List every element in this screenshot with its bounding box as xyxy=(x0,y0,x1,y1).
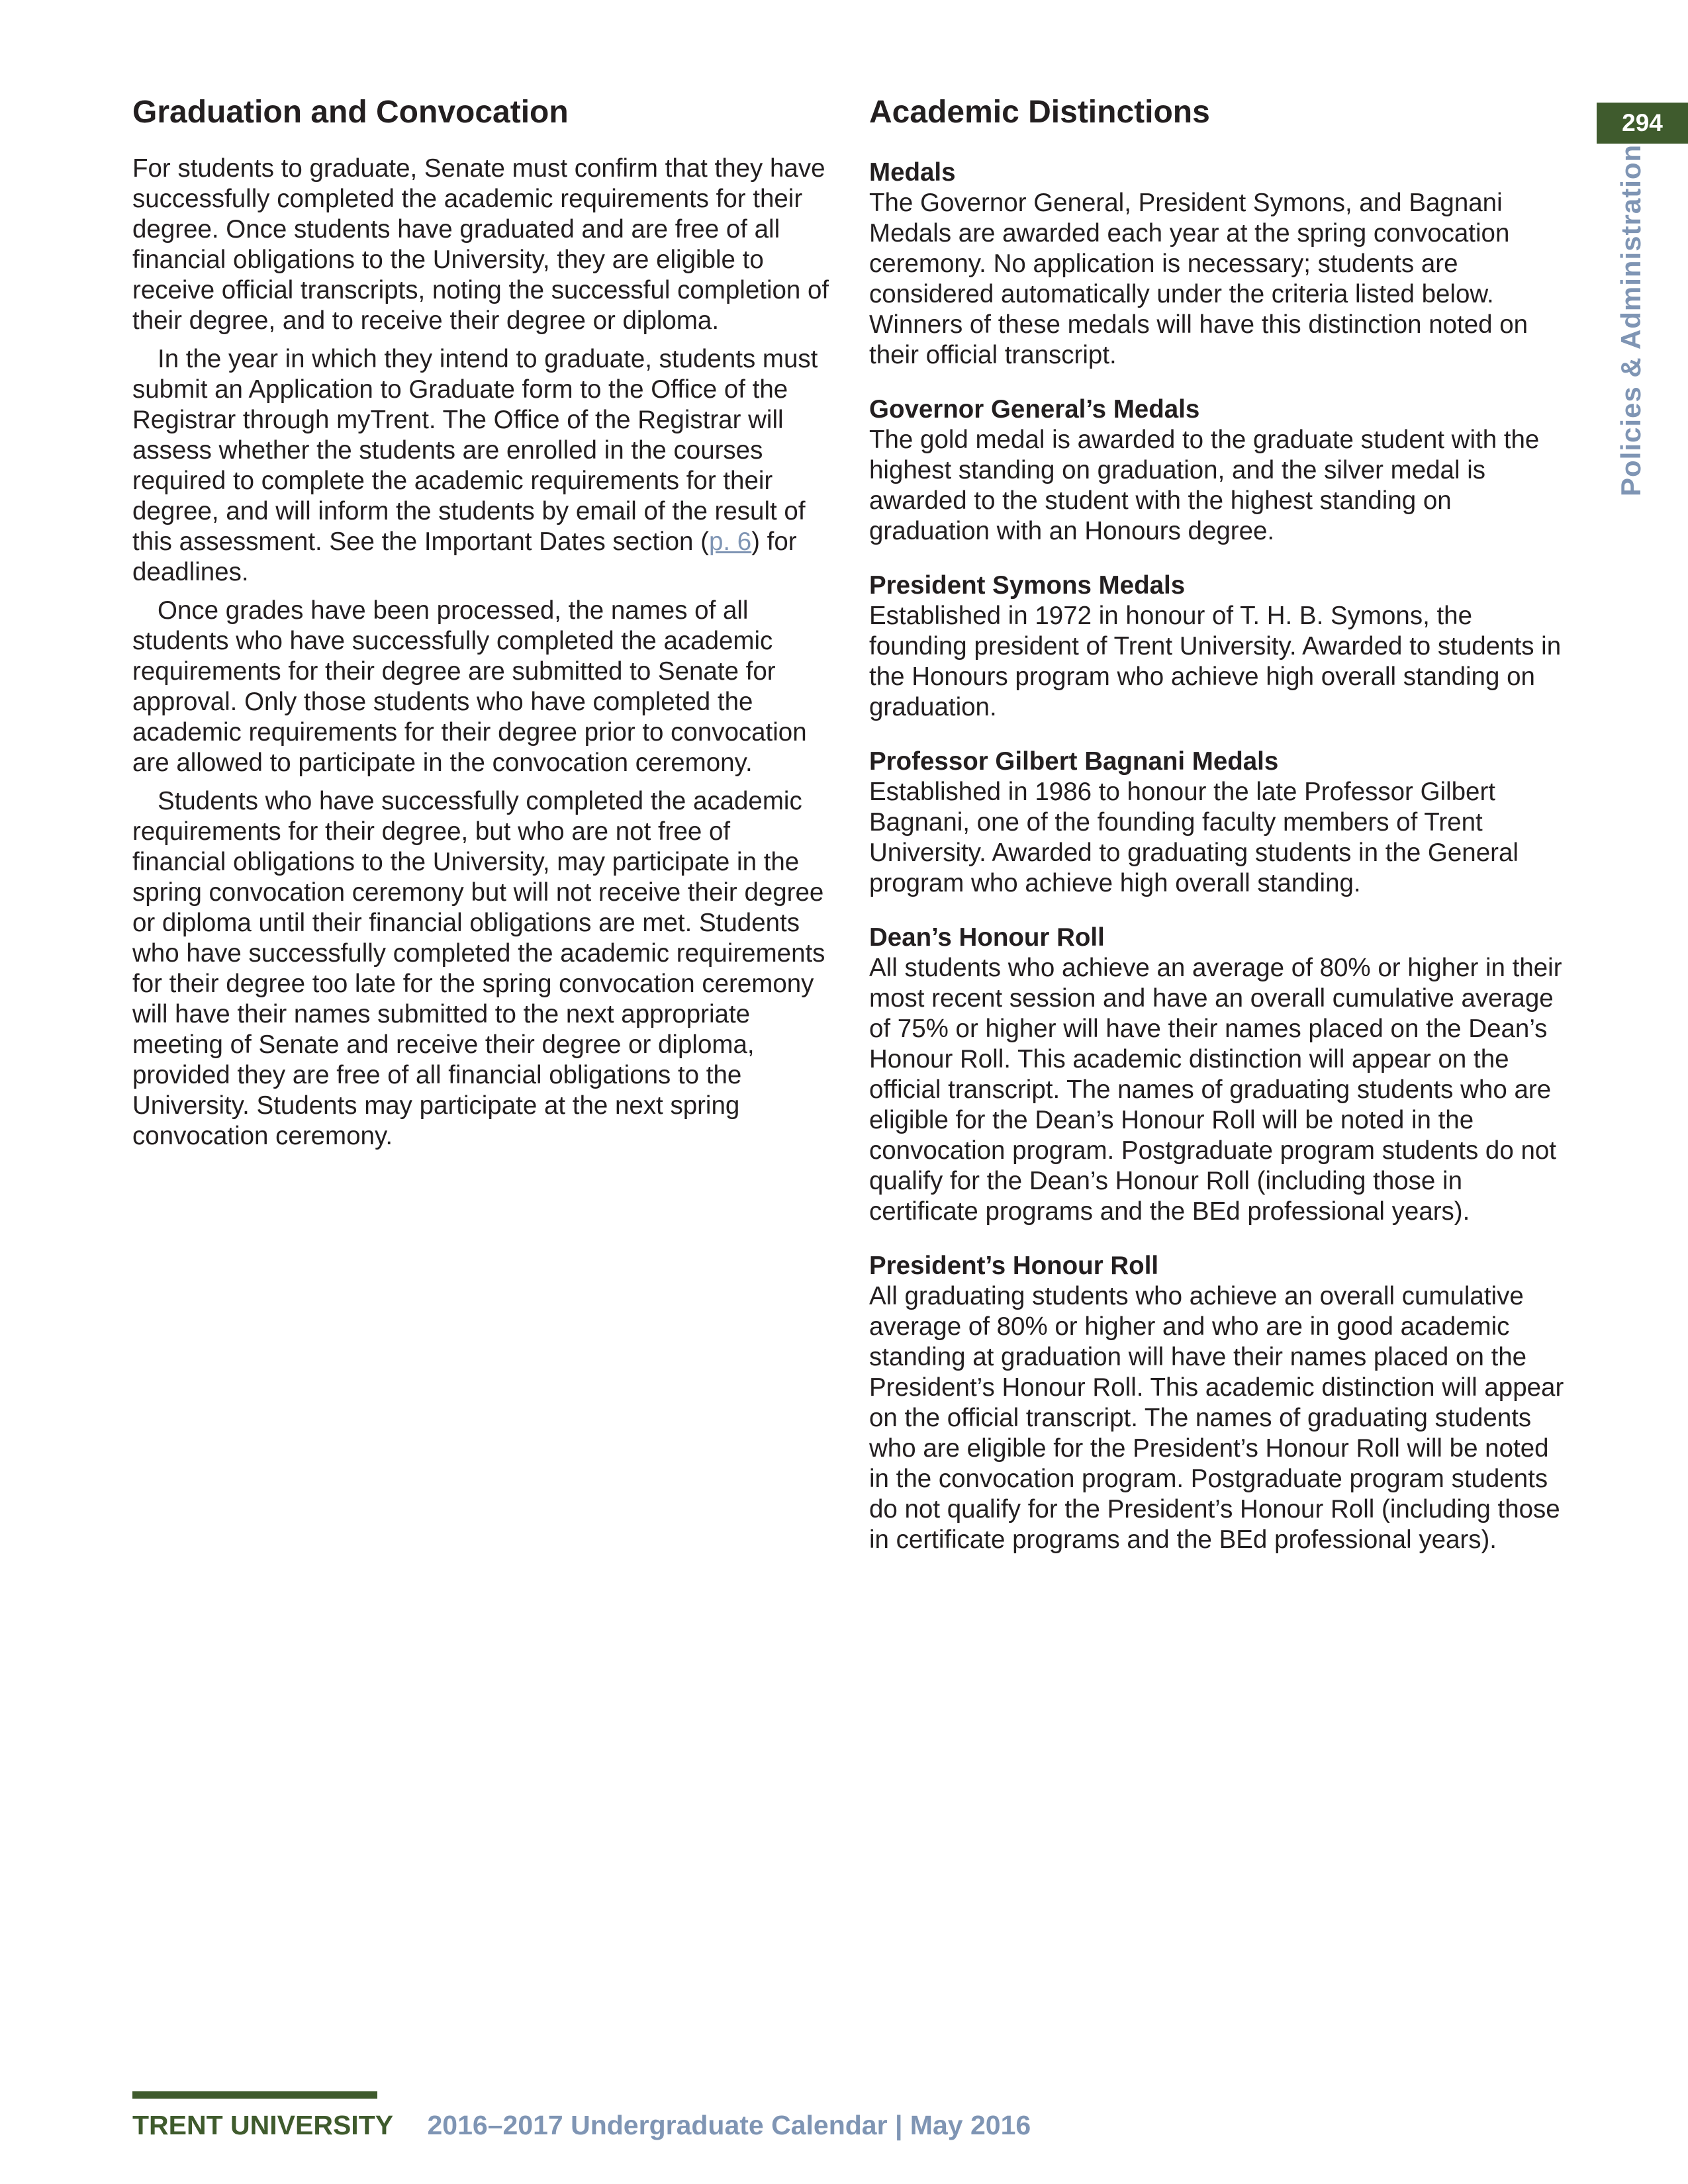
presidents-honour-roll-section xyxy=(869,1251,1564,1555)
section-heading: Professor Gilbert Bagnani Medals xyxy=(869,747,1279,776)
footer-calendar: 2016–2017 Undergraduate Calendar | May 2016 xyxy=(427,2110,1031,2140)
medals-section xyxy=(869,158,1564,371)
section-heading: Governor General’s Medals xyxy=(869,395,1200,424)
right-column xyxy=(869,91,1564,1579)
section-text: Established in 1986 to honour the late Professor Gilbert Bagnani, one of the founding faculty members of Trent University. Awarded to graduating students in the General program who achieve high overall standing. xyxy=(869,778,1519,897)
section-side-label: Policies & Administration xyxy=(1615,144,1646,496)
footer-university: TRENT UNIVERSITY xyxy=(132,2110,394,2140)
section-text: The gold medal is awarded to the graduate student with the highest standing on graduation, and the silver medal is awarded to the student with the highest standing on graduation with an Honours degree. xyxy=(869,426,1540,545)
governor-general-section xyxy=(869,394,1564,547)
section-text: The Governor General, President Symons, and Bagnani Medals are awarded each year at the spring convocation ceremony. No application is necessary; students are considered automatically under the criteria listed below. Winners of these medals will have this distinction noted on their official transcript. xyxy=(869,189,1528,369)
paragraph-4: Students who have successfully completed the academic requirements for their degree, but who are not free of financial obligations to the University, may participate in the spring convocation ceremony but will not receive their degree or diploma until their financial obligations are met. Students who have successfully completed the academic requirements for their degree too late for the spring convocation ceremony will have their names submitted to the next appropriate meeting of Senate and receive their degree or diploma, provided they are free of all financial obligations to the University. Students may participate at the next spring convocation ceremony. xyxy=(132,787,825,1150)
page-number-badge: 294 xyxy=(1597,103,1688,144)
section-heading: Medals xyxy=(869,158,956,187)
footer xyxy=(132,2110,1031,2141)
section-text: All students who achieve an average of 80% or higher in their most recent session and have an overall cumulative average of 75% or higher will have their names placed on the Dean’s Honour Roll. This academic distinction will appear on the official transcript. The names of graduating students who are eligible for the Dean’s Honour Roll will be noted in the convocation program. Postgraduate program students do not qualify for the Dean’s Honour Roll (including those in certificate programs and the BEd professional years). xyxy=(869,954,1562,1226)
paragraph-2: In the year in which they intend to graduate, students must submit an Application to Graduate form to the Office of the Registrar through myTrent. The Office of the Registrar will assess whether the students are enrolled in the courses required to complete the academic requirements for their degree, and will inform the students by email of the result of this assessment. See the Important Dates section (p. 6) for deadlines. xyxy=(132,345,818,586)
academic-distinctions-title: Academic Distinctions xyxy=(869,95,1210,130)
footer-rule xyxy=(132,2091,377,2099)
section-heading: President Symons Medals xyxy=(869,571,1186,600)
section-heading: President’s Honour Roll xyxy=(869,1251,1159,1280)
paragraph-1: For students to graduate, Senate must confirm that they have successfully completed the academic requirements for their degree. Once students have graduated and are free of all financial obligations to the University, they are eligible to receive official transcripts, noting the successful completion of their degree, and to receive their degree or diploma. xyxy=(132,154,829,335)
section-text: Established in 1972 in honour of T. H. B. Symons, the founding president of Trent University. Awarded to students in the Honours program who achieve high overall standing on graduation. xyxy=(869,602,1562,721)
graduation-title: Graduation and Convocation xyxy=(132,95,569,130)
section-heading: Dean’s Honour Roll xyxy=(869,923,1105,952)
bagnani-section xyxy=(869,747,1564,899)
left-column xyxy=(132,91,831,1160)
deans-honour-roll-section xyxy=(869,923,1564,1227)
section-text: All graduating students who achieve an overall cumulative average of 80% or higher and who are in good academic standing at graduation will have their names placed on the President’s Honour Roll. This academic distinction will appear on the official transcript. The names of graduating students who are eligible for the President’s Honour Roll will be noted in the convocation program. Postgraduate program students do not qualify for the President’s Honour Roll (including those in certificate programs and the BEd professional years). xyxy=(869,1282,1564,1554)
president-symons-section xyxy=(869,570,1564,723)
page-reference-link[interactable]: p. 6 xyxy=(708,527,752,556)
paragraph-3: Once grades have been processed, the names of all students who have successfully completed the academic requirements for their degree are submitted to Senate for approval. Only those students who have completed the academic requirements for their degree prior to convocation are allowed to participate in the convocation ceremony. xyxy=(132,596,807,777)
